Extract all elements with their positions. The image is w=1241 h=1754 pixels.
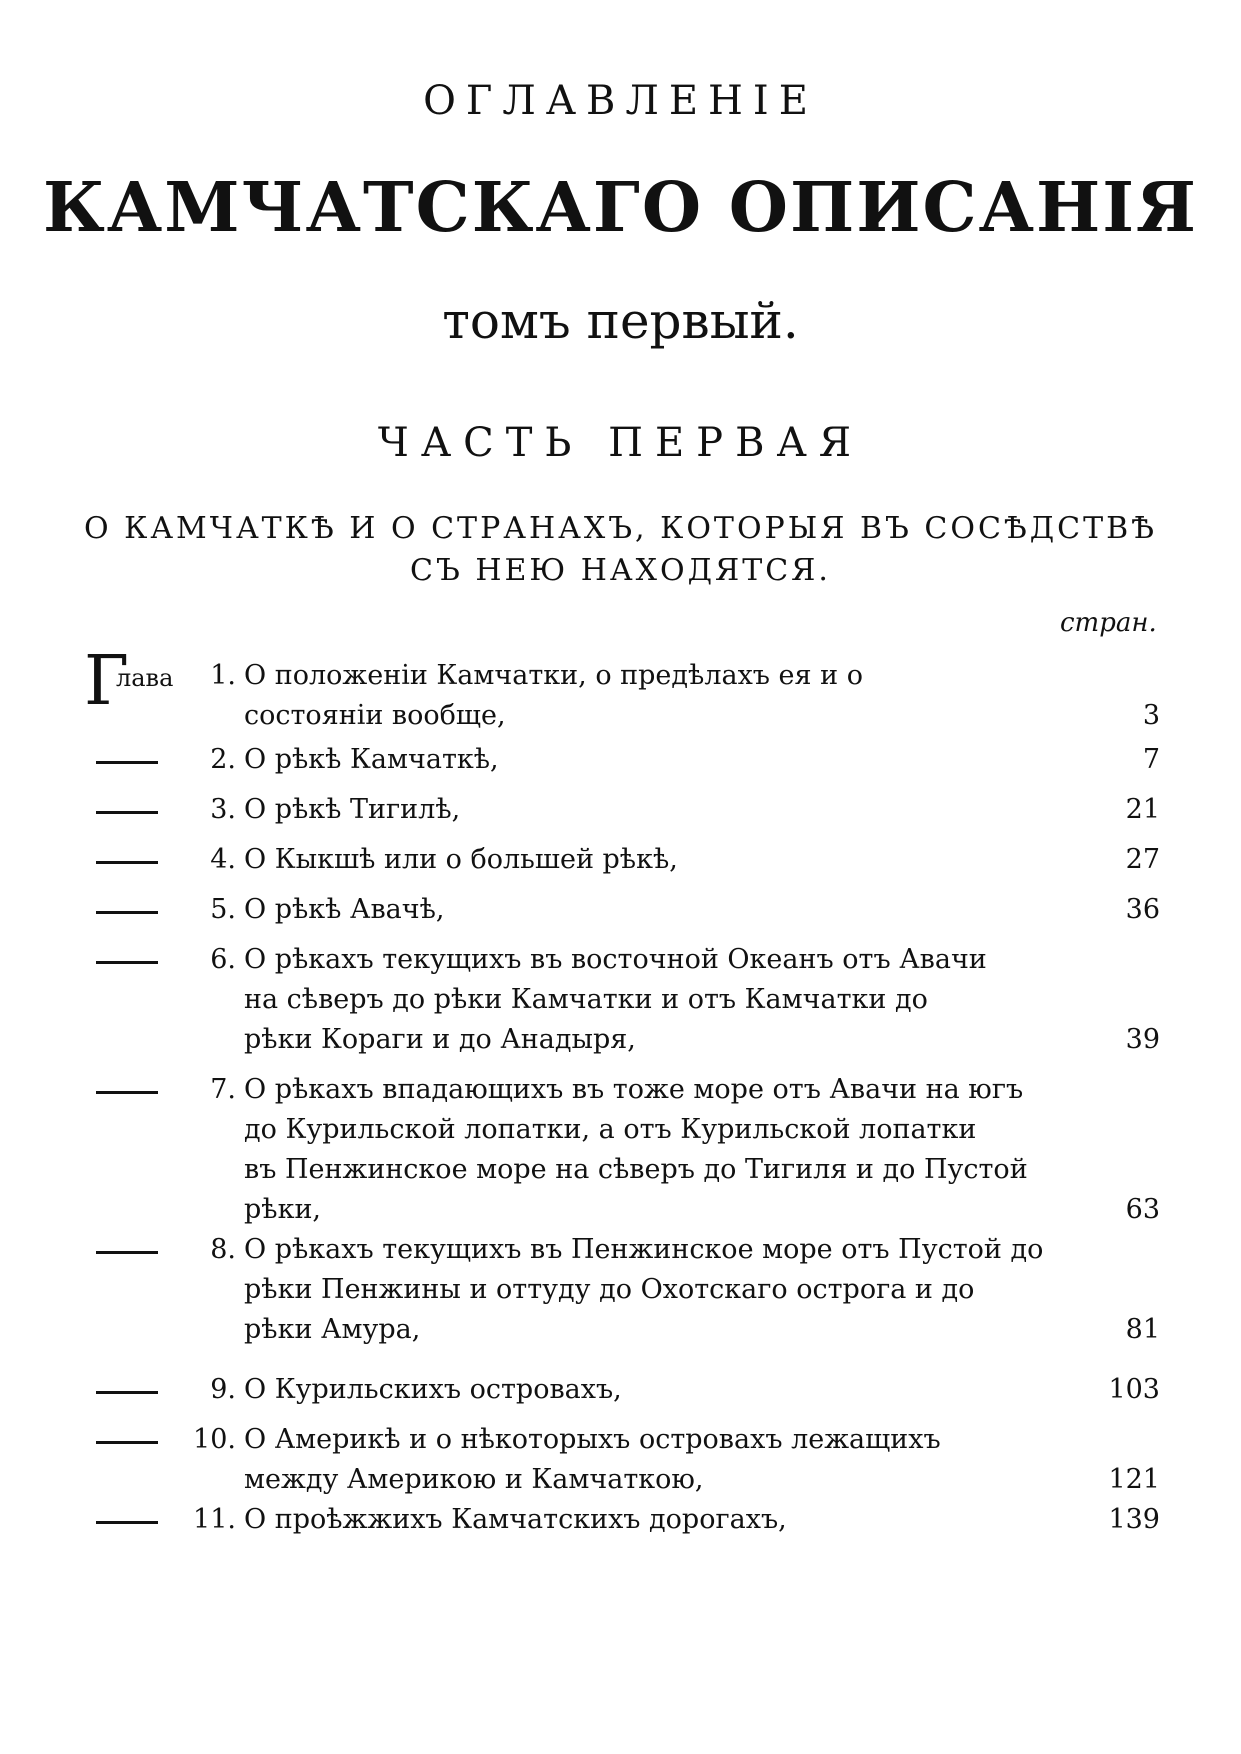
chapter-number: 2. [210,744,236,775]
ditto-dash [96,1521,158,1524]
chapter-title-line: О рѣкѣ Авачѣ, [244,894,445,925]
chapter-number: 8. [210,1234,236,1265]
page-number: 139 [1108,1504,1160,1535]
page-number: 121 [1108,1464,1160,1495]
chapter-title-line: О Америкѣ и о нѣкоторыхъ островахъ лежащихъ [244,1424,941,1455]
chapter-title-line: на сѣверъ до рѣки Камчатки и отъ Камчатки до [244,984,928,1015]
part-subtitle [0,508,1241,592]
ditto-dash [96,761,158,764]
chapter-title-line: до Курильской лопатки, а отъ Курильской лопатки [244,1114,977,1145]
page-number: 7 [1142,744,1160,775]
chapter-title-line: О рѣкахъ текущихъ въ восточной Океанъ отъ Авачи [244,944,987,975]
page-number: 3 [1142,700,1160,731]
part-title: ЧАСТЬ ПЕРВАЯ [377,420,864,466]
page-number: 81 [1125,1314,1160,1345]
volume-title: томъ первый. [442,292,799,350]
chapter-title-line: О рѣкахъ текущихъ въ Пенжинское море отъ Пустой до [244,1234,1044,1265]
page-number: 21 [1125,794,1160,825]
chapter-number: 10. [193,1424,236,1455]
ditto-dash [96,811,158,814]
part-subtitle-line-2: СЪ НЕЮ НАХОДЯТСЯ. [410,553,831,588]
chapter-number: 3. [210,794,236,825]
chapter-title-line: О рѣкѣ Тигилѣ, [244,794,461,825]
chapter-title-line: рѣки, [244,1194,322,1225]
ditto-dash [96,861,158,864]
page-number: 36 [1125,894,1160,925]
chapter-title-line: О положеніи Камчатки, о предѣлахъ ея и о [244,660,863,691]
ditto-dash [96,1441,158,1444]
chapter-title-line: О проѣжжихъ Камчатскихъ дорогахъ, [244,1504,787,1535]
chapter-title-line: въ Пенжинское море на сѣверъ до Тигиля и до Пустой [244,1154,1028,1185]
page-column-label: стран. [1060,608,1157,638]
ditto-dash [96,911,158,914]
chapter-title-line: состояніи вообще, [244,700,506,731]
chapter-number: 4. [210,844,236,875]
chapter-number: 5. [210,894,236,925]
chapter-title-line: между Америкою и Камчаткою, [244,1464,704,1495]
chapter-title-line: О Курильскихъ островахъ, [244,1374,622,1405]
ditto-dash [96,961,158,964]
glava-initial: Г [84,642,130,721]
chapter-title-line: рѣки Пенжины и оттуду до Охотскаго острога и до [244,1274,975,1305]
ditto-dash [96,1091,158,1094]
chapter-number: 7. [210,1074,236,1105]
page-number: 63 [1125,1194,1160,1225]
chapter-number: 9. [210,1374,236,1405]
chapter-title-line: рѣки Кораги и до Анадыря, [244,1024,636,1055]
chapter-title-line: О рѣкѣ Камчаткѣ, [244,744,499,775]
title-heading: ОГЛАВЛЕНІЕ [423,78,818,124]
chapter-title-line: О рѣкахъ впадающихъ въ тоже море отъ Авачи на югъ [244,1074,1024,1105]
book-title: КАМЧАТСКАГО ОПИСАНІЯ [42,168,1199,248]
page-number: 27 [1125,844,1160,875]
chapter-number: 6. [210,944,236,975]
chapter-title-line: рѣки Амура, [244,1314,421,1345]
chapter-title-line: О Кыкшѣ или о большей рѣкѣ, [244,844,678,875]
chapter-number: 11. [193,1504,236,1535]
glava-label: лава [116,664,174,692]
part-subtitle-line-1: О КАМЧАТКѢ И О СТРАНАХЪ, КОТОРЫЯ ВЪ СОСѢДСТВѢ [83,511,1158,546]
ditto-dash [96,1391,158,1394]
page-number: 103 [1108,1374,1160,1405]
ditto-dash [96,1251,158,1254]
chapter-number: 1. [210,660,236,691]
page-number: 39 [1125,1024,1160,1055]
